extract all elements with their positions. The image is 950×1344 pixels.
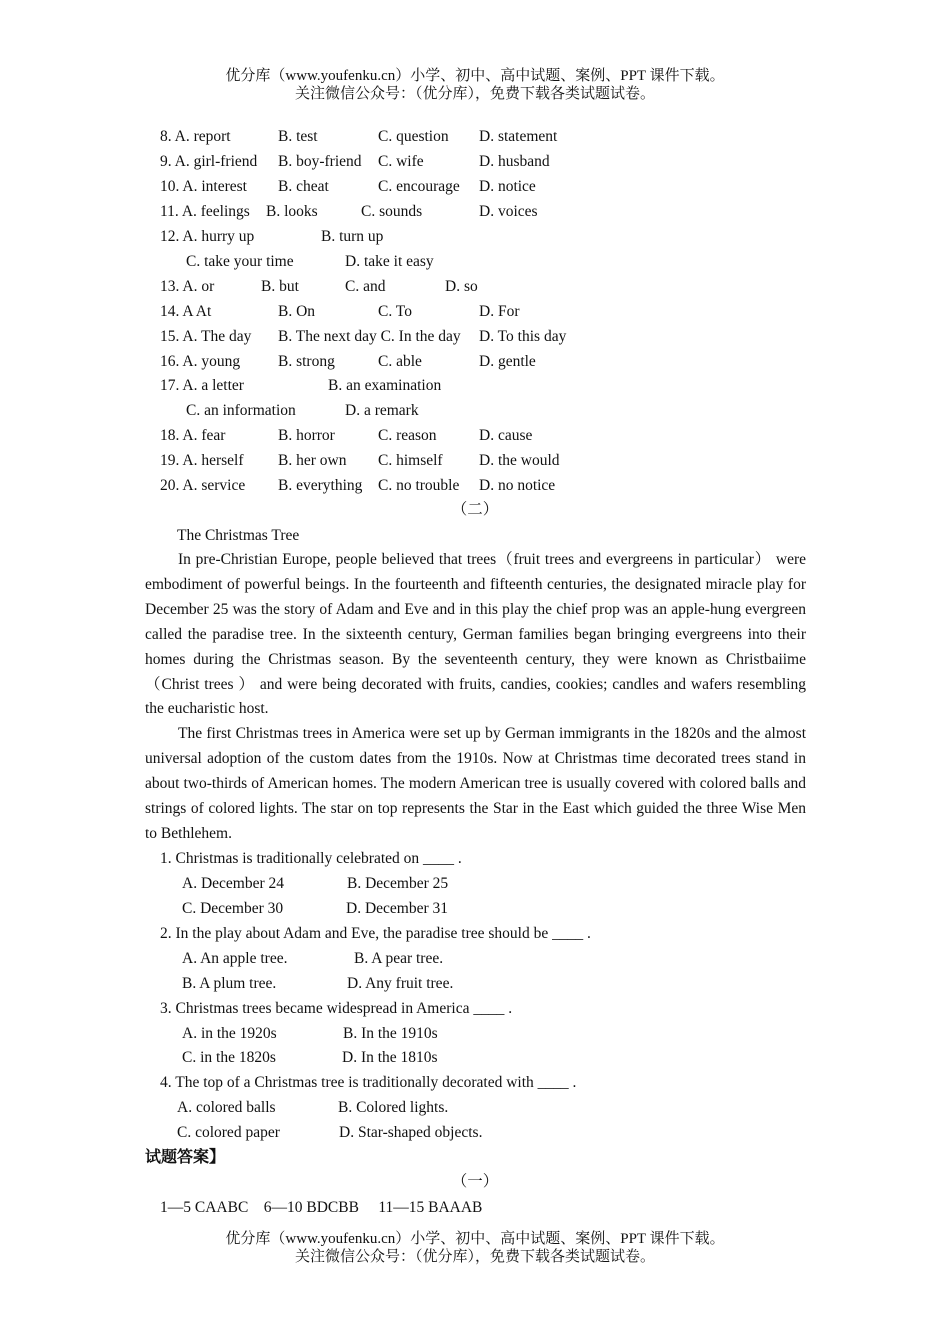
option-c: C. sounds bbox=[361, 203, 423, 220]
option-b: B. Colored lights. bbox=[338, 1099, 449, 1116]
option-b: B. her own bbox=[278, 452, 347, 469]
header-line-1: 优分库（www.youfenku.cn）小学、初中、高中试题、案例、PPT 课件下载。 bbox=[225, 68, 725, 84]
option-c: C. take your time bbox=[186, 253, 294, 270]
option-b: B. A pear tree. bbox=[354, 950, 444, 967]
option-b: B. everything bbox=[278, 477, 363, 494]
option-a: 14. A At bbox=[160, 303, 212, 320]
option-d: D. notice bbox=[479, 178, 536, 195]
option-b: B. horror bbox=[278, 427, 335, 444]
option-d: D. Any fruit tree. bbox=[347, 975, 454, 992]
footer-line-2: 关注微信公众号：（优分库），免费下载各类试题试卷。 bbox=[294, 1249, 655, 1265]
option-a: A. colored balls bbox=[177, 1099, 276, 1116]
question-stem: 4. The top of a Christmas tree is traditionally decorated with ____ . bbox=[160, 1074, 577, 1091]
option-a: 10. A. interest bbox=[160, 178, 247, 195]
option-a: 19. A. herself bbox=[160, 452, 244, 469]
section-2-label: （二） bbox=[451, 501, 499, 518]
option-a: 20. A. service bbox=[160, 477, 246, 494]
answers-section-1-label: （一） bbox=[451, 1173, 499, 1190]
option-b: B. test bbox=[278, 128, 318, 145]
option-d: D. so bbox=[445, 278, 478, 295]
option-c: C. himself bbox=[378, 452, 443, 469]
passage-paragraph-2: The first Christmas trees in America were set up by German immigrants in the 1820s and the almost universal adoption of the custom dates from the 1910s. Now at Christmas time decorated trees stand in about two-thirds of American homes. The modern American tree is usually covered with colored balls and strings of colored lights. The star on top represents the Star in the East which guided the three Wise Men to Bethlehem. bbox=[145, 725, 806, 842]
option-d: D. take it easy bbox=[345, 253, 434, 270]
option-a: 18. A. fear bbox=[160, 427, 226, 444]
option-a: A. An apple tree. bbox=[182, 950, 288, 967]
footer-line-1: 优分库（www.youfenku.cn）小学、初中、高中试题、案例、PPT 课件下载。 bbox=[225, 1231, 725, 1247]
option-c: C. an information bbox=[186, 402, 296, 419]
option-b: B. December 25 bbox=[347, 875, 449, 892]
page-header bbox=[0, 67, 950, 103]
option-b: B. boy-friend bbox=[278, 153, 362, 170]
option-a: 12. A. hurry up bbox=[160, 228, 255, 245]
passage-title: The Christmas Tree bbox=[177, 527, 300, 544]
option-d: D. In the 1810s bbox=[342, 1049, 438, 1066]
option-a: A. in the 1920s bbox=[182, 1025, 277, 1042]
option-b: B. looks bbox=[266, 203, 318, 220]
option-a: 15. A. The day bbox=[160, 328, 252, 345]
question-stem: 1. Christmas is traditionally celebrated on ____ . bbox=[160, 850, 462, 867]
option-b: B. In the 1910s bbox=[343, 1025, 438, 1042]
option-b: B. but bbox=[261, 278, 299, 295]
answers-heading: 试题答案】 bbox=[145, 1147, 226, 1166]
option-c: C. and bbox=[345, 278, 386, 295]
option-d: D. To this day bbox=[479, 328, 567, 345]
option-b: B. The next day C. In the day bbox=[278, 328, 461, 345]
option-b: B. On bbox=[278, 303, 316, 320]
option-b: B. an examination bbox=[328, 377, 442, 394]
option-d: D. the would bbox=[479, 452, 560, 469]
option-d: D. Star-shaped objects. bbox=[339, 1124, 483, 1141]
option-a: 16. A. young bbox=[160, 353, 241, 370]
option-d: D. voices bbox=[479, 203, 538, 220]
option-b: B. turn up bbox=[321, 228, 384, 245]
passage-paragraph-1: In pre-Christian Europe, people believed that trees（fruit trees and evergreens in particular） were embodiment of powerful beings. In the fourteenth and fifteenth centuries, the designated miracle play for December 25 was the story of Adam and Eve and in this play the chief prop was an apple-hung evergreen called the paradise tree. In the sixteenth century, German families began bringing evergreens into their homes during the Christmas season. By the seventeenth century, they were known as Christbaiime（Christ trees ） and were being decorated with fruits, candies, cookies; candles and wafers resembling the eucharistic host. bbox=[145, 551, 806, 718]
option-d: D. no notice bbox=[479, 477, 556, 494]
option-c: C. December 30 bbox=[182, 900, 284, 917]
option-c: C. reason bbox=[378, 427, 437, 444]
question-stem: 2. In the play about Adam and Eve, the paradise tree should be ____ . bbox=[160, 925, 591, 942]
option-d: D. a remark bbox=[345, 402, 419, 419]
question-stem: 3. Christmas trees became widespread in America ____ . bbox=[160, 1000, 513, 1017]
option-a: 11. A. feelings bbox=[160, 203, 250, 220]
page-footer bbox=[0, 1230, 950, 1266]
option-a: A. December 24 bbox=[182, 875, 284, 892]
option-c: C. question bbox=[378, 128, 449, 145]
option-c: C. encourage bbox=[378, 178, 460, 195]
header-line-2: 关注微信公众号：（优分库），免费下载各类试题试卷。 bbox=[294, 86, 655, 102]
option-c: C. To bbox=[378, 303, 412, 320]
option-d: D. statement bbox=[479, 128, 558, 145]
option-a: 17. A. a letter bbox=[160, 377, 244, 394]
option-c: C. able bbox=[378, 353, 422, 370]
option-b: B. strong bbox=[278, 353, 335, 370]
option-d: D. December 31 bbox=[346, 900, 448, 917]
option-d: D. cause bbox=[479, 427, 533, 444]
option-c: C. wife bbox=[378, 153, 424, 170]
option-d: D. gentle bbox=[479, 353, 536, 370]
option-c: C. in the 1820s bbox=[182, 1049, 276, 1066]
answers-line: 1—5 CAABC 6—10 BDCBB 11—15 BAAAB bbox=[160, 1199, 483, 1216]
option-d: D. husband bbox=[479, 153, 550, 170]
option-a: 8. A. report bbox=[160, 128, 231, 145]
option-d: D. For bbox=[479, 303, 520, 320]
option-b: B. cheat bbox=[278, 178, 329, 195]
option-a: 9. A. girl-friend bbox=[160, 153, 258, 170]
option-a: 13. A. or bbox=[160, 278, 215, 295]
option-c: C. colored paper bbox=[177, 1124, 280, 1141]
option-c: C. no trouble bbox=[378, 477, 460, 494]
option-c: B. A plum tree. bbox=[182, 975, 277, 992]
